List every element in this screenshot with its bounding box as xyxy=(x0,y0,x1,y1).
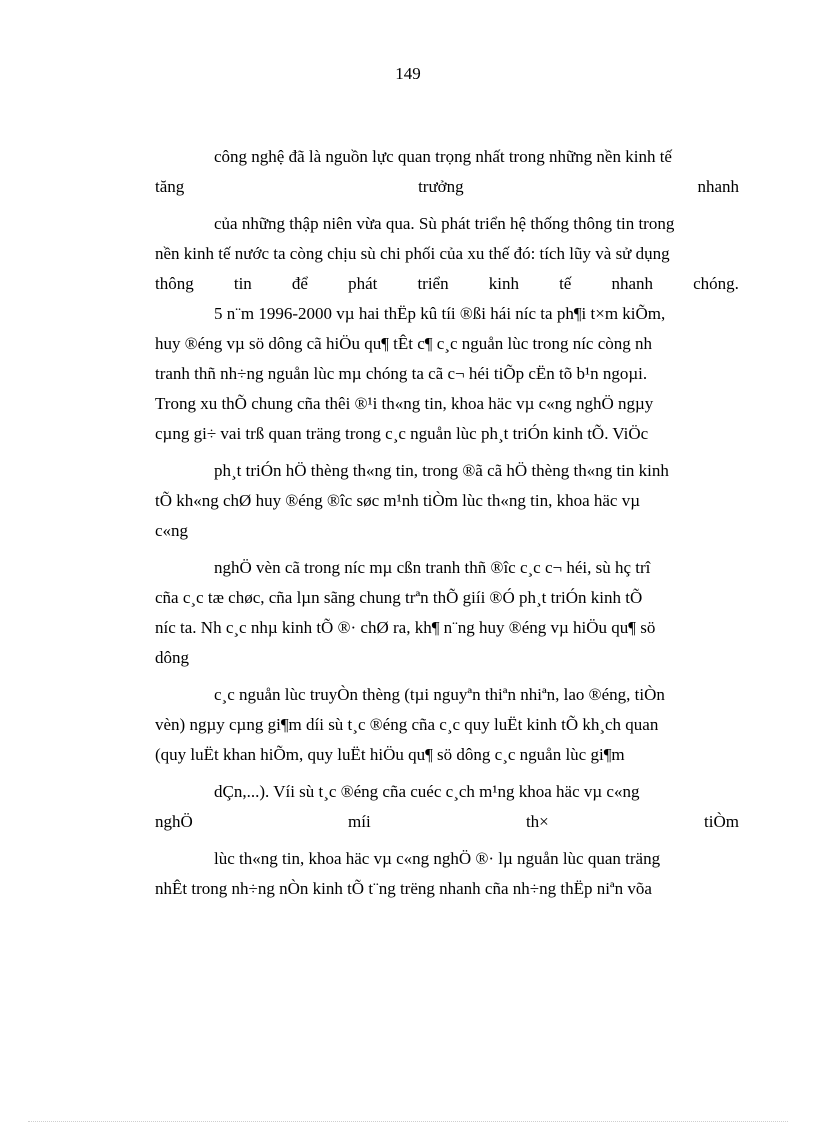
text-line: cña c¸c tæ chøc, cña lµn sãng chung trªn thÕ giíi ®Ó ph¸t triÓn kinh tÕ xyxy=(155,588,643,607)
body-text xyxy=(155,142,739,904)
word: trưởng xyxy=(418,177,464,196)
text-line: níc ta. Nh c¸c nhµ kinh tÕ ®· chØ ra, kh¶ n¨ng huy ®éng vµ hiÖu qu¶ sö xyxy=(155,618,656,637)
page-bottom-divider xyxy=(28,1121,788,1122)
word: tế xyxy=(559,274,572,293)
text-line: (quy luËt khan hiÕm, quy luËt hiÖu qu¶ sö dông c¸c nguån lùc gi¶m xyxy=(155,745,625,764)
text-line: dÇn,...). Víi sù t¸c ®éng cña cuéc c¸ch m¹ng khoa häc vµ c«ng xyxy=(214,782,640,801)
word: chóng. xyxy=(693,274,739,293)
word: tin xyxy=(233,274,252,293)
word: tăng xyxy=(155,177,185,196)
text-line: nền kinh tế nước ta còng chịu sù chi phối của xu thế đó: tích lũy và sử dụng xyxy=(155,244,670,263)
word: nghÖ xyxy=(155,812,193,831)
text-line: của những thập niên vừa qua. Sù phát triển hệ thống thông tin trong xyxy=(214,214,675,233)
text-line: c¸c nguån lùc truyÒn thèng (tµi nguyªn thiªn nhiªn, lao ®éng, tiÒn xyxy=(214,685,665,704)
text-line: công nghệ đã là nguồn lực quan trọng nhất trong những nền kinh tế xyxy=(214,147,672,166)
word: kinh xyxy=(488,274,519,293)
word: th× xyxy=(525,812,549,831)
word: để xyxy=(291,274,308,293)
text-line: tranh thñ nh÷ng nguån lùc mµ chóng ta cã c¬ héi tiÕp cËn tõ b¹n ngoµi. xyxy=(155,364,648,383)
text-line-justified xyxy=(155,807,739,837)
word: tiÒm xyxy=(704,812,739,831)
text-line: huy ®éng vµ sö dông cã hiÖu qu¶ tÊt c¶ c¸c nguån lùc trong níc còng nh xyxy=(155,334,653,353)
word: phát xyxy=(348,274,378,293)
text-line: tÕ kh«ng chØ huy ®éng ®îc søc m¹nh tiÒm lùc th«ng tin, khoa häc vµ xyxy=(155,491,641,510)
text-line-justified xyxy=(155,172,739,202)
word: nhanh xyxy=(611,274,653,293)
text-line: c«ng xyxy=(155,521,189,540)
word: thông xyxy=(155,274,194,293)
text-line: dông xyxy=(155,648,189,667)
text-line: nghÖ vèn cã trong níc mµ cßn tranh thñ ®îc c¸c c¬ héi, sù hç trî xyxy=(214,558,651,577)
text-line: nhÊt trong nh÷ng nÒn kinh tÕ t¨ng trëng nhanh cña nh÷ng thËp niªn võa xyxy=(155,879,652,898)
text-line-justified xyxy=(155,269,739,299)
page-number: 149 xyxy=(395,64,421,83)
text-line: ph¸t triÓn hÖ thèng th«ng tin, trong ®ã cã hÖ thèng th«ng tin kinh xyxy=(214,461,669,480)
word: nhanh xyxy=(697,177,739,196)
text-line: vèn) ngµy cµng gi¶m díi sù t¸c ®éng cña c¸c quy luËt kinh tÕ kh¸ch quan xyxy=(155,715,659,734)
text-line: 5 n¨m 1996-2000 vµ hai thËp kû tíi ®ßi hái níc ta ph¶i t×m kiÕm, xyxy=(214,304,666,323)
word: míi xyxy=(348,812,371,831)
word: triển xyxy=(417,274,449,293)
text-line: cµng gi÷ vai trß quan träng trong c¸c nguån lùc ph¸t triÓn kinh tÕ. ViÖc xyxy=(155,424,649,443)
text-line: lùc th«ng tin, khoa häc vµ c«ng nghÖ ®· lµ nguån lùc quan träng xyxy=(214,849,661,868)
text-line: Trong xu thÕ chung cña thêi ®¹i th«ng tin, khoa häc vµ c«ng nghÖ ngµy xyxy=(155,394,654,413)
